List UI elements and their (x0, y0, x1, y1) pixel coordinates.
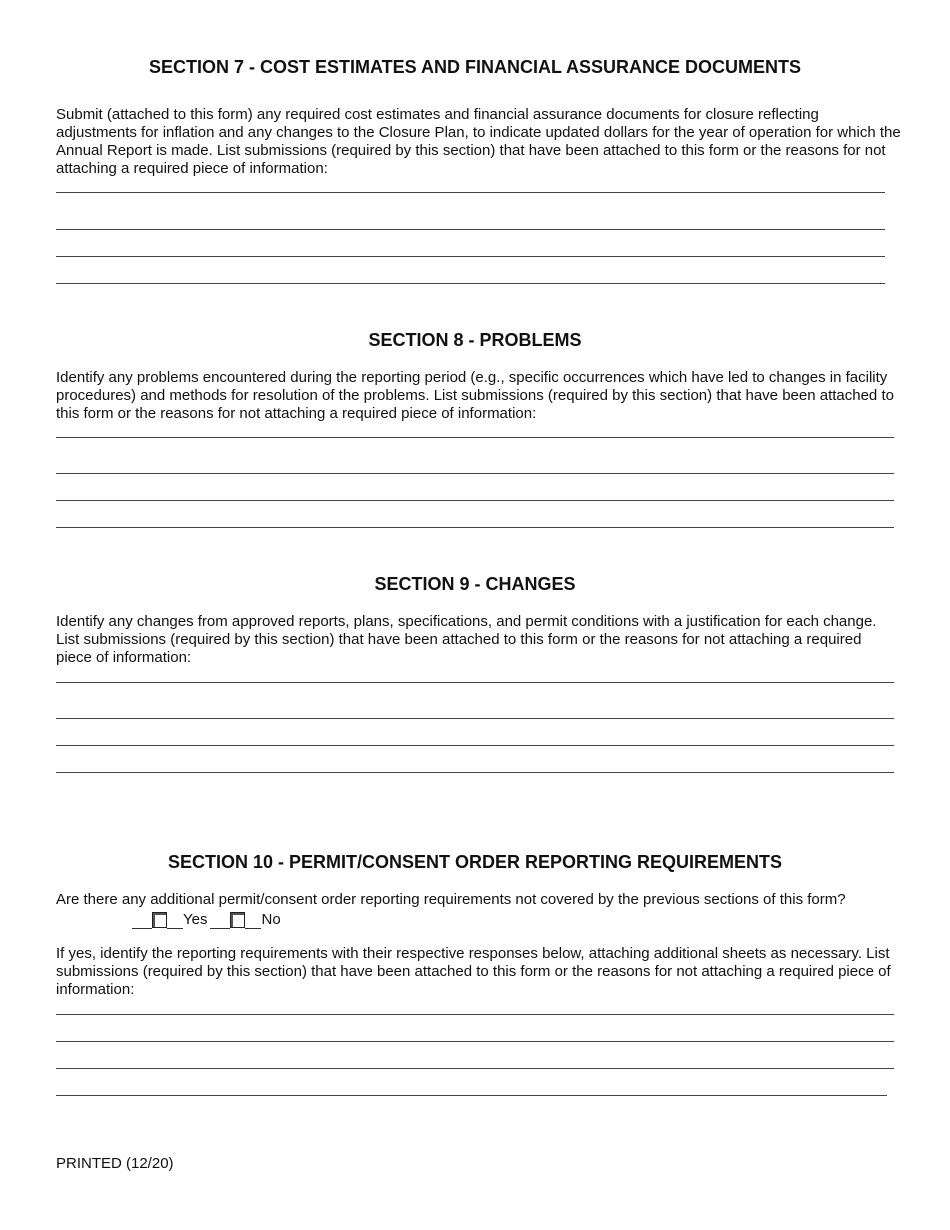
section-10-answer-line-4[interactable] (56, 1095, 887, 1096)
section-10-question: Are there any additional permit/consent order reporting requirements not covered by the previous sections of this form? (56, 891, 846, 908)
section-7-answer-line-3[interactable] (56, 256, 885, 257)
section-9-answer-line-4[interactable] (56, 772, 894, 773)
section-9-answer-line-3[interactable] (56, 745, 894, 746)
section-7-answer-line-4[interactable] (56, 283, 885, 284)
yes-no-choice (132, 909, 281, 929)
section-10-answer-line-1[interactable] (56, 1014, 894, 1015)
no-blank-right (245, 912, 261, 929)
yes-blank-right (167, 912, 183, 929)
section-8-answer-line-1[interactable] (56, 437, 894, 438)
section-7-heading: SECTION 7 - COST ESTIMATES AND FINANCIAL ASSURANCE DOCUMENTS (148, 57, 802, 77)
section-8-answer-line-3[interactable] (56, 500, 894, 501)
section-9-answer-line-2[interactable] (56, 718, 894, 719)
yes-checkbox[interactable] (152, 912, 167, 928)
yes-blank-left (132, 912, 152, 929)
no-checkbox[interactable] (230, 912, 245, 928)
section-10-answer-line-3[interactable] (56, 1068, 894, 1069)
section-8-answer-line-2[interactable] (56, 473, 894, 474)
section-8-instructions: Identify any problems encountered during the reporting period (e.g., specific occurrences which have led to changes in facility procedures) and methods for resolution of the problems. List submissions (required by this section) that have been attached to this form or the reasons for not attaching a required piece of information: (56, 369, 894, 422)
yes-label: Yes (183, 911, 208, 928)
section-9-heading: SECTION 9 - CHANGES (374, 574, 576, 594)
section-7-instructions: Submit (attached to this form) any required cost estimates and financial assurance documents for closure reflecting adjustments for inflation and any changes to the Closure Plan, to indicate updated dollars for the year of operation for which the Annual Report is made. List submissions (required by this section) that have been attached to this form or the reasons for not attaching a required piece of information: (56, 106, 901, 177)
no-blank-left (210, 912, 230, 929)
section-7-answer-line-1[interactable] (56, 192, 885, 193)
section-9-instructions: Identify any changes from approved reports, plans, specifications, and permit conditions with a justification for each change. List submissions (required by this section) that have been attached to this form or the reasons for not attaching a required piece of information: (56, 613, 877, 666)
section-10-heading: SECTION 10 - PERMIT/CONSENT ORDER REPORTING REQUIREMENTS (167, 852, 783, 872)
section-8-answer-line-4[interactable] (56, 527, 894, 528)
section-7-answer-line-2[interactable] (56, 229, 885, 230)
printed-date: PRINTED (12/20) (56, 1155, 174, 1172)
section-9-answer-line-1[interactable] (56, 682, 894, 683)
section-10-answer-line-2[interactable] (56, 1041, 894, 1042)
section-8-heading: SECTION 8 - PROBLEMS (368, 330, 582, 350)
section-10-instructions: If yes, identify the reporting requirements with their respective responses below, attaching additional sheets as necessary. List submissions (required by this section) that have been attached to this form or the reasons for not attaching a required piece of information: (56, 945, 891, 998)
no-label: No (261, 911, 281, 928)
